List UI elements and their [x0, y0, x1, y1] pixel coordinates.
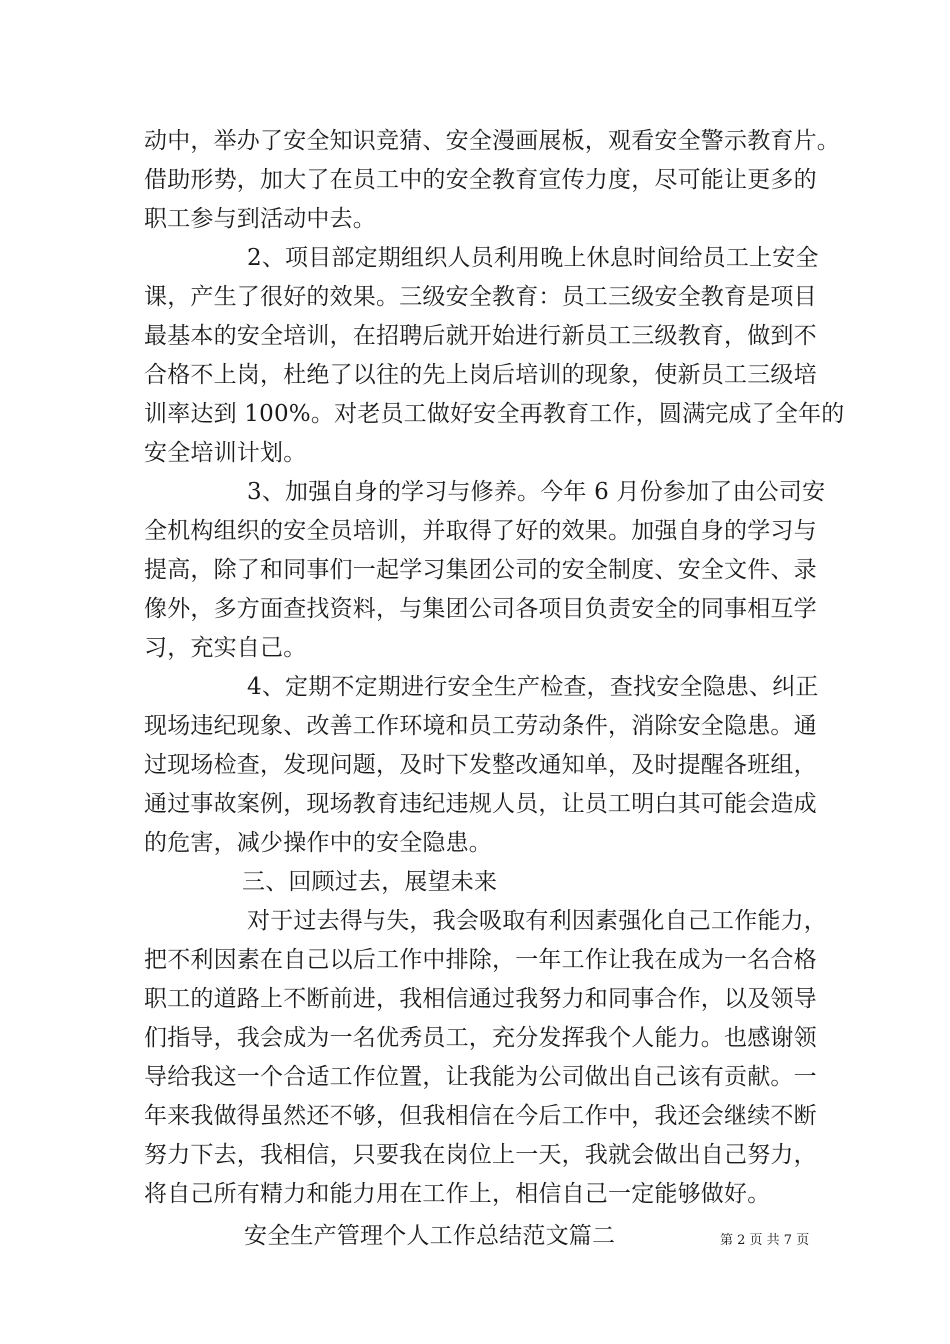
text-line: 把不利因素在自己以后工作中排除，一年工作让我在成为一名合格: [144, 947, 817, 973]
text-line: 将自己所有精力和能力用在工作上，相信自己一定能够做好。: [144, 1181, 771, 1207]
next-article-title: 安全生产管理个人工作总结范文篇二: [244, 1223, 616, 1249]
text-line: 最基本的安全培训，在招聘后就开始进行新员工三级教育，做到不: [144, 323, 817, 349]
text-line: 提高，除了和同事们一起学习集团公司的安全制度、安全文件、录: [144, 557, 817, 583]
text-line: 职工的道路上不断前进，我相信通过我努力和同事合作，以及领导: [144, 986, 817, 1012]
text-line: 借助形势，加大了在员工中的安全教育宣传力度，尽可能让更多的: [144, 167, 817, 193]
page-number-footer: 第 2 页 共 7 页: [720, 1233, 810, 1248]
text-line: 们指导，我会成为一名优秀员工，充分发挥我个人能力。也感谢领: [144, 1025, 817, 1051]
paragraph-start-line: 4、定期不定期进行安全生产检查，查找安全隐患、纠正: [247, 674, 819, 700]
document-body: [144, 122, 845, 1256]
text-line: 过现场检查，发现问题，及时下发整改通知单，及时提醒各班组，: [144, 752, 817, 778]
text-line: 努力下去，我相信，只要我在岗位上一天，我就会做出自己努力，: [144, 1142, 817, 1168]
section-heading: 三、回顾过去，展望未来: [242, 869, 498, 895]
text-line: 导给我这一个合适工作位置，让我能为公司做出自己该有贡献。一: [144, 1064, 817, 1090]
text-line: 职工参与到活动中去。: [144, 206, 376, 232]
text-line: 年来我做得虽然还不够，但我相信在今后工作中，我还会继续不断: [144, 1103, 817, 1129]
text-line: 通过事故案例，现场教育违纪违规人员，让员工明白其可能会造成: [144, 791, 817, 817]
text-line: 像外，多方面查找资料，与集团公司各项目负责安全的同事相互学: [144, 596, 817, 622]
text-line: 安全培训计划。: [144, 440, 307, 466]
text-line: 习，充实自己。: [144, 635, 307, 661]
paragraph-start-line: 2、项目部定期组织人员利用晚上休息时间给员工上安全: [247, 245, 819, 271]
text-line: 动中，举办了安全知识竞猜、安全漫画展板，观看安全警示教育片。: [144, 128, 840, 154]
text-line: 现场违纪现象、改善工作环境和员工劳动条件，消除安全隐患。通: [144, 713, 817, 739]
text-line: 全机构组织的安全员培训，并取得了好的效果。加强自身的学习与: [144, 518, 817, 544]
paragraph-start-line: 对于过去得与失，我会吸取有利因素强化自己工作能力，: [247, 908, 827, 934]
text-line: 课，产生了很好的效果。三级安全教育：员工三级安全教育是项目: [144, 284, 817, 310]
text-line: 训率达到 100%。对老员工做好安全再教育工作，圆满完成了全年的: [144, 401, 845, 427]
text-line: 的危害，减少操作中的安全隐患。: [144, 830, 492, 856]
text-line: 合格不上岗，杜绝了以往的先上岗后培训的现象，使新员工三级培: [144, 362, 817, 388]
paragraph-start-line: 3、加强自身的学习与修养。今年 6 月份参加了由公司安: [247, 479, 826, 505]
